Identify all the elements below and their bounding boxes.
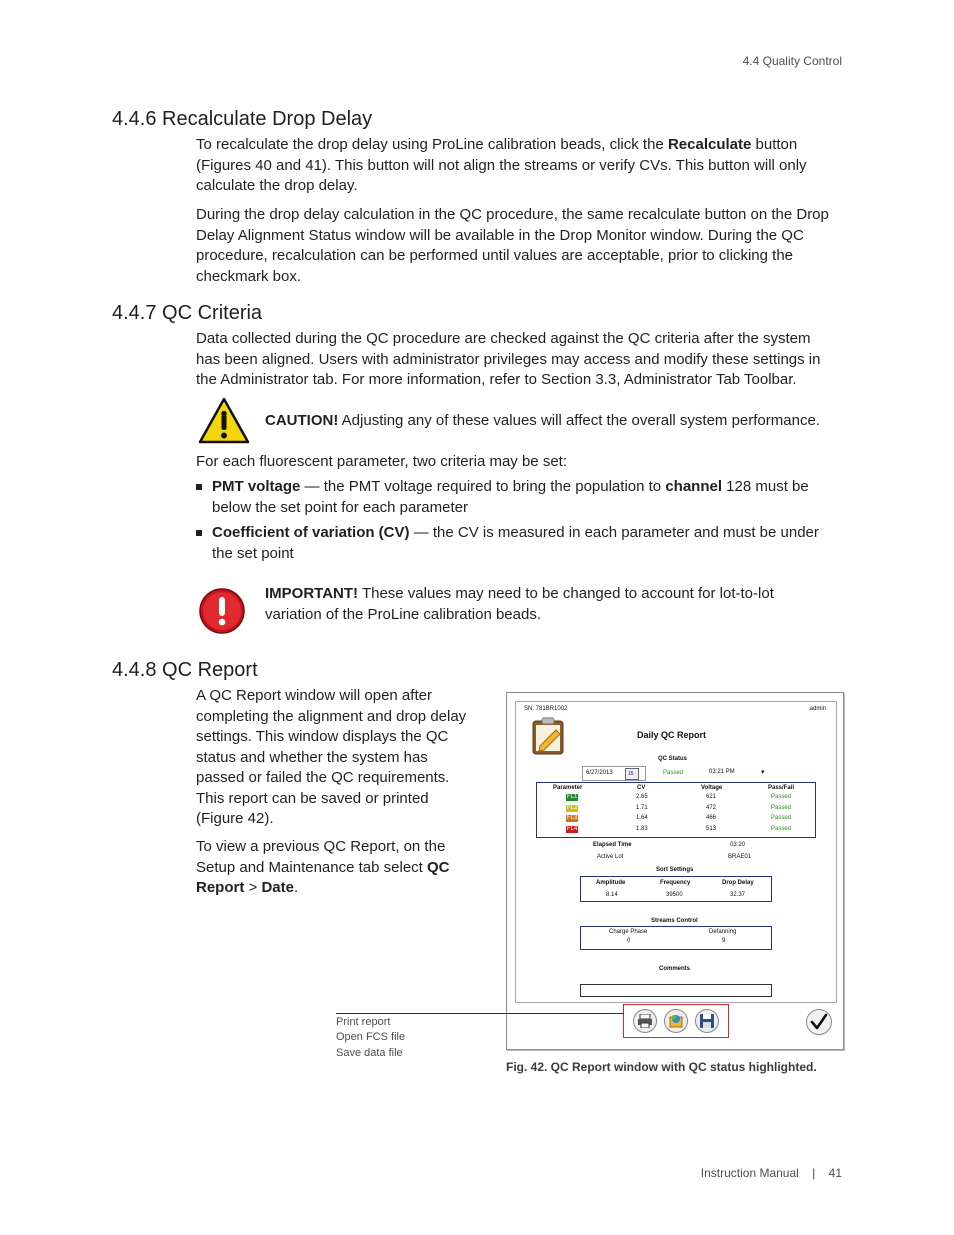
- streams-header-defanning: Defanning: [709, 929, 737, 935]
- page-footer: [701, 1166, 842, 1180]
- calendar-icon[interactable]: 15: [625, 768, 639, 780]
- active-lot-label: Active Lot: [597, 854, 624, 860]
- report-clipboard-icon: [530, 716, 568, 761]
- cv-value: 1.64: [636, 815, 648, 821]
- voltage-value: 621: [706, 794, 717, 800]
- paragraph-qc-criteria: Data collected during the QC procedure are checked against the QC criteria after the system has been aligned. Users with administrator privileges may access and modify these settings in the Administrator tab. For more information, refer to Section 3.3, Administrator Tab Toolbar.: [196, 330, 821, 388]
- bullet-cv: Coefficient of variation (CV) — the CV is measured in each parameter and must be under the set point: [196, 523, 836, 564]
- pass-fail-value: Passed: [771, 815, 792, 821]
- pass-fail-value: Passed: [771, 794, 792, 800]
- sort-value-drop-delay: 32.37: [730, 892, 746, 898]
- paragraph-drop-delay-qc: During the drop delay calculation in the QC procedure, the same recalculate button on the Drop Delay Alignment Status window will be available in the Drop Monitor window. During the QC procedure, recalculation can be performed until values are acceptable, prior to clicking the checkmark box.: [196, 206, 829, 285]
- footer-separator: |: [812, 1166, 816, 1180]
- bullet-pmt-voltage: PMT voltage — the PMT voltage required to bring the population to channel 128 must be below the set point for each parameter: [196, 477, 836, 518]
- sort-header-frequency: Frequency: [660, 880, 691, 886]
- date-field[interactable]: 6/27/2013: [582, 766, 646, 781]
- col-header-cv: CV: [637, 785, 646, 791]
- comments-label: Comments: [659, 966, 691, 972]
- callout-leader-line: [336, 1013, 624, 1014]
- figure-caption: Fig. 42. QC Report window with QC status highlighted.: [506, 1060, 817, 1074]
- open-fcs-file-button[interactable]: [664, 1009, 688, 1033]
- print-report-button[interactable]: [633, 1009, 657, 1033]
- caution-text: CAUTION! Adjusting any of these values will affect the overall system performance.: [265, 412, 820, 429]
- important-text: IMPORTANT! These values may need to be changed to account for lot-to-lot variation of the ProLine calibration beads.: [265, 585, 774, 623]
- qc-parameter-table: [536, 782, 816, 838]
- voltage-value: 513: [706, 825, 717, 832]
- voltage-value: 472: [706, 804, 717, 811]
- elapsed-value: 03:20: [730, 842, 746, 848]
- callout-open-fcs: Open FCS file: [336, 1031, 406, 1043]
- pass-fail-value: Passed: [771, 825, 792, 832]
- report-title: Daily QC Report: [637, 730, 707, 740]
- paragraph-recalculate: To recalculate the drop delay using ProLine calibration beads, click the Recalculate button (Figures 40 and 41). This button will not align the streams or verify CVs. This button will only calculate the drop delay.: [196, 136, 807, 194]
- section-title-446: 4.4.6 Recalculate Drop Delay: [112, 108, 373, 130]
- open-file-icon: [668, 1013, 684, 1029]
- sort-header-drop-delay: Drop Delay: [722, 880, 754, 886]
- sort-value-amplitude: 8.14: [606, 892, 618, 898]
- callout-print-report: Print report: [336, 1016, 391, 1028]
- qc-report-window: [506, 692, 844, 1050]
- parameter-chip: FL3: [567, 815, 578, 821]
- qc-report-panel: [515, 701, 837, 1003]
- cv-value: 2.65: [636, 794, 648, 800]
- col-header-passfail: Pass/Fail: [768, 785, 795, 791]
- parameter-chip: FL2: [567, 804, 578, 811]
- callout-save-data: Save data file: [336, 1047, 403, 1059]
- important-icon: [198, 586, 246, 641]
- qc-status-value: Passed: [663, 770, 684, 776]
- parameter-chip: FL1: [567, 794, 578, 800]
- serial-number: SN: 781BR1002: [524, 706, 568, 712]
- user-name: admin: [809, 706, 826, 712]
- sort-settings-table: [580, 876, 772, 902]
- confirm-button[interactable]: [806, 1009, 832, 1035]
- printer-icon: [637, 1014, 653, 1028]
- chevron-down-icon[interactable]: ▾: [761, 769, 765, 776]
- streams-value-defanning: 9: [722, 938, 726, 944]
- paragraph-criteria-intro: For each fluorescent parameter, two criteria may be set:: [196, 453, 567, 470]
- save-disk-icon: [700, 1014, 714, 1028]
- qc-status-label: QC Status: [658, 756, 688, 762]
- time-field[interactable]: 03:21 PM: [709, 769, 735, 775]
- sort-value-frequency: 39500: [666, 892, 683, 898]
- caution-icon: [198, 397, 250, 450]
- paragraph-qc-report: A QC Report window will open after completing the alignment and drop delay settings. This window displays the QC status and whether the system has passed or failed the QC requirements. This report can be saved or printed (Figure 42).: [196, 687, 467, 827]
- col-header-parameter: Parameter: [553, 785, 583, 791]
- save-data-file-button[interactable]: [695, 1009, 719, 1033]
- sort-header-amplitude: Amplitude: [596, 880, 626, 886]
- streams-control-label: Streams Control: [651, 918, 698, 924]
- parameter-chip: FL4: [567, 825, 578, 832]
- streams-control-table: [580, 926, 772, 950]
- footer-manual: Instruction Manual: [700, 1166, 799, 1180]
- checkmark-icon: [807, 1010, 831, 1034]
- running-header: 4.4 Quality Control: [742, 54, 842, 68]
- elapsed-label: Elapsed Time: [593, 842, 632, 848]
- sort-settings-label: Sort Settings: [656, 867, 694, 873]
- cv-value: 1.71: [636, 804, 648, 811]
- col-header-voltage: Voltage: [701, 785, 723, 791]
- section-title-448: 4.4.8 QC Report: [112, 659, 258, 681]
- streams-header-charge-phase: Charge Phase: [609, 929, 648, 935]
- voltage-value: 466: [706, 815, 717, 821]
- pass-fail-value: Passed: [771, 804, 792, 811]
- section-title-447: 4.4.7 QC Criteria: [112, 302, 263, 324]
- page-number: 41: [828, 1166, 842, 1180]
- comments-field[interactable]: [580, 984, 772, 997]
- active-lot-value: BRAE01: [728, 854, 752, 860]
- paragraph-previous-report: To view a previous QC Report, on the Setup and Maintenance tab select QC Report > Date.: [196, 838, 450, 896]
- cv-value: 1.83: [636, 825, 648, 832]
- streams-value-charge-phase: 0: [627, 938, 631, 944]
